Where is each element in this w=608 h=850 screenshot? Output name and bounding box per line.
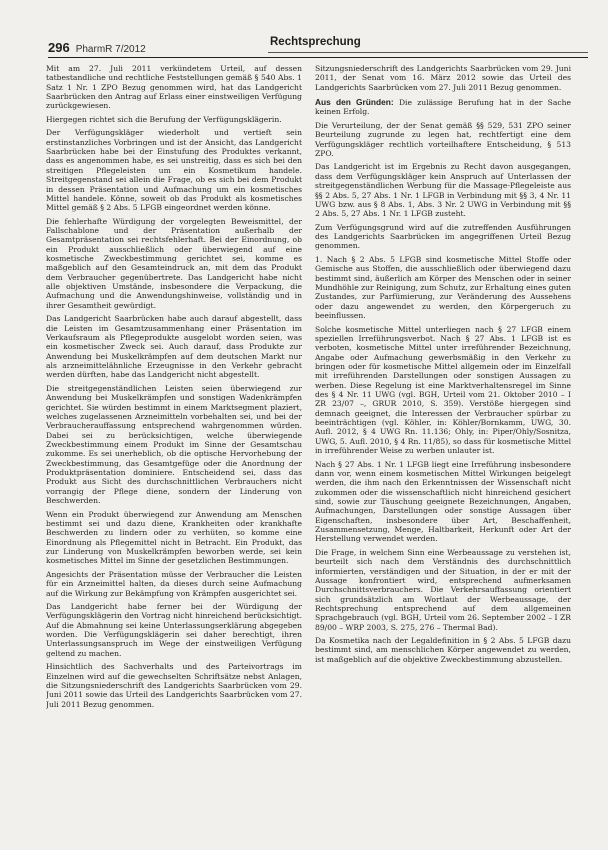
- paragraph: Die streitgegenständlichen Leisten seien überwiegend zur Anwendung bei Muskelkrämpfen und sonstigen Wadenkrämpfen gerichtet. Sie würden bestimmt in einem Marktsegment plaziert, welches zugelassenen Arzneimitteln vorbehalten sei, und bei der Verbraucherauffassung entsprechend wahrgenommen würden. Dabei sei zu berücksichtigen, welche überwiegende Zweckbestimmung einem Produkt im Sinne der Gesamtschau zukomme. Es sei unerheblich, ob die optische Hervorhebung der Zweckbestimmung, das Gesamtgefüge oder die Anordnung der Produktpräsentation dominiere. Entscheidend sei, dass das Produkt aus Sicht des durchschnittlichen Verbrauchers nicht vorrangig der Pflege diene, sondern der Linderung von Beschwerden.: [46, 383, 302, 506]
- paragraph: Nach § 27 Abs. 1 Nr. 1 LFGB liegt eine Irreführung insbesondere dann vor, wenn einem kosmetischen Mittel Wirkungen beigelegt werden, die ihm nach den Erkenntnissen der Wissenschaft nicht zukommen oder die wissenschaftlich nicht hinreichend gesichert sind, sowie zur Täuschung geeignete Bezeichnungen, Angaben, Aufmachungen, Darstellungen oder sonstige Aussagen über Eigenschaften, insbesondere über Art, Beschaffenheit, Zusammensetzung, Menge, Haltbarkeit, Herkunft oder Art der Herstellung verwendet werden.: [315, 459, 571, 544]
- grounds-intro: Die zulässige Berufung hat in der Sache keinen Erfolg.: [315, 98, 571, 117]
- paragraph: Angesichts der Präsentation müsse der Verbraucher die Leisten für ein Arzneimittel halten, da dieses durch seine Aufmachung auf die Wirkung zur Bekämpfung von Krämpfen ausgerichtet sei.: [46, 569, 302, 598]
- paragraph: Die Frage, in welchem Sinn eine Werbeaussage zu verstehen ist, beurteilt sich nach dem Verständnis des durchschnittlich informierten, verständigen und der Situation, in der er mit der Aussage konfrontiert wird, entsprechend aufmerksamen Durchschnittsverbrauchers. Die Verkehrsauffassung orientiert sich grundsätzlich am Wortlaut der Werbeaussage, der Rechtsprechung entsprechend auf dem allgemeinen Sprachgebrauch (vgl. BGH, Urteil vom 26. September 2002 – I ZR 89/00 – WRP 2003, S. 275, 276 – Thermal Bad).: [315, 547, 571, 632]
- paragraph: Das Landgericht habe ferner bei der Würdigung der Verfügungsklägerin den Vortrag nicht hinreichend berücksichtigt. Auf die Abmahnung sei keine Unterlassungserklärung abgegeben worden. Die Verfügungsklägerin sei daher berechtigt, ihren Unterlassungsanspruch im Wege der einstweiligen Verfügung geltend zu machen.: [46, 602, 302, 658]
- paragraph: 1. Nach § 2 Abs. 5 LFGB sind kosmetische Mittel Stoffe oder Gemische aus Stoffen, die ausschließlich oder überwiegend dazu bestimmt sind, äußerlich am Körper des Menschen oder in seiner Mundhöhle zur Reinigung, zum Schutz, zur Erhaltung eines guten Zustandes, zur Parfümierung, zur Veränderung des Aussehens oder dazu angewendet zu werden, den Körpergeruch zu beeinflussen.: [315, 254, 571, 320]
- paragraph: Die fehlerhafte Würdigung der vorgelegten Beweismittel, der Fallschablone und der Präsentation außerhalb der Gesamtpräsentation sei rechtsfehlerhaft. Bei der Einordnung, ob ein Produkt ausschließlich oder überwiegend auf eine kosmetische Zweckbestimmung gerichtet sei, komme es maßgeblich auf den Gesamteindruck an, mit dem das Produkt dem Verbraucher gegenübertrete. Das Landgericht habe nicht alle objektiven Umstände, insbesondere die Verpackung, die Aufmachung und die Anwendungshinweise, vollständig und in ihrer Gesamtheit gewürdigt.: [46, 216, 302, 310]
- journal-reference: PharmR 7/2012: [75, 44, 146, 55]
- paragraph: Hiergegen richtet sich die Berufung der Verfügungsklägerin.: [46, 114, 282, 124]
- header-rule: [48, 57, 588, 58]
- section-rule: [268, 52, 588, 53]
- paragraph: Hinsichtlich des Sachverhalts und des Parteivortrags im Einzelnen wird auf die gewechselten Schriftsätze nebst Anlagen, die Sitzungsniederschrift des Landgerichts Saarbrücken vom 29. Juni 2011 sowie das Urteil des Landgerichts Saarbrücken vom 27. Juli 2011 Bezug genommen.: [46, 662, 302, 709]
- left-column: [46, 64, 302, 834]
- grounds-heading: Aus den Gründen:: [315, 97, 394, 108]
- paragraph: Mit am 27. Juli 2011 verkündetem Urteil, auf dessen tatbestandliche und rechtliche Feststellungen gemäß § 540 Abs. 1 Satz 1 Nr. 1 ZPO Bezug genommen wird, hat das Landgericht Saarbrücken den Antrag auf Erlass einer einstweiligen Verfügung zurückgewiesen.: [46, 64, 302, 111]
- page-number: 296: [48, 40, 70, 55]
- paragraph: Wenn ein Produkt überwiegend zur Anwendung am Menschen bestimmt sei und dazu diene, Krankheiten oder krankhafte Beschwerden zu lindern oder zu verhüten, so komme eine Einordnung als Pflegemittel nicht in Betracht. Ein Produkt, das zur Linderung von Muskelkrämpfen beworben werde, sei kein kosmetisches Mittel im Sinne der gesetzlichen Bestimmungen.: [46, 509, 302, 566]
- paragraph: Das Landgericht Saarbrücken habe auch darauf abgestellt, dass die Leisten im Gesamtzusammenhang einer Präsentation im Verkaufsraum als Pflegeprodukte ausgelobt worden seien, was ein kosmetischer Zweck sei. Auch darauf, dass Produkte zur Anwendung bei Muskelkrämpfen auf dem deutschen Markt nur als arzneimittelähnliche Erzeugnisse in den Verkehr gebracht werden dürften, habe das Landgericht nicht abgestellt.: [46, 314, 302, 380]
- paragraph: Das Landgericht ist im Ergebnis zu Recht davon ausgegangen, dass dem Verfügungskläger kein Anspruch auf Unterlassen der streitgegenständlichen Werbung für die Massage-Pflegeleiste aus §§ 2 Abs. 5, 27 Abs. 1 Nr. 1 LFGB in Verbindung mit §§ 3, 4 Nr. 11 UWG bzw. aus § 8 Abs. 1, Abs. 3 Nr. 2 UWG in Verbindung mit §§ 2 Abs. 5, 27 Abs. 1 Nr. 1 LFGB zusteht.: [315, 162, 571, 219]
- paragraph: Die Verurteilung, der der Senat gemäß §§ 529, 531 ZPO seiner Beurteilung zugrunde zu legen hat, rechtfertigt eine dem Verfügungskläger rechtlich vorteilhaftere Entscheidung, § 513 ZPO.: [315, 120, 571, 158]
- paragraph: Sitzungsniederschrift des Landgerichts Saarbrücken vom 29. Juni 2011, der Senat vom 16. März 2012 sowie das Urteil des Landgerichts Saarbrücken vom 27. Juli 2011 Bezug genommen.: [315, 64, 571, 92]
- paragraph: Zum Verfügungsgrund wird auf die zutreffenden Ausführungen des Landgerichts Saarbrücken im angegriffenen Urteil Bezug genommen.: [315, 222, 571, 251]
- paragraph: Solche kosmetische Mittel unterliegen nach § 27 LFGB einem speziellen Irreführungsverbot. Nach § 27 Abs. 1 LFGB ist es verboten, kosmetische Mittel unter irreführender Bezeichnung, Angabe oder Aufmachung gewerbsmäßig in den Verkehr zu bringen oder für kosmetische Mittel allgemein oder im Einzelfall mit irreführenden Darstellungen oder sonstigen Aussagen zu werben. Diese Regelung ist eine Marktverhaltensregel im Sinne des § 4 Nr. 11 UWG (vgl. BGH, Urteil vom 21. Oktober 2010 – I ZR 23/07 –, GRUR 2010, S. 359). Verstöße hiergegen sind demnach geeignet, die Interessen der Verbraucher spürbar zu beeinträchtigen (vgl. Köhler, in: Köhler/Bornkamm, UWG, 30. Aufl. 2012, § 4 UWG Rn. 11.136; Ohly, in: Piper/Ohly/Sosnitza, UWG, 5. Aufl. 2010, § 4 Rn. 11/85), so dass für kosmetische Mittel in irreführender Weise zu werben unlauter ist.: [315, 324, 571, 455]
- section-title: Rechtsprechung: [270, 36, 361, 48]
- paragraph: Da Kosmetika nach der Legaldefinition in § 2 Abs. 5 LFGB dazu bestimmt sind, am menschlichen Körper angewendet zu werden, ist maßgeblich auf die objektive Zweckbestimmung abzustellen.: [315, 636, 571, 664]
- paragraph: Der Verfügungskläger wiederholt und vertieft sein erstinstanzliches Vorbringen und ist der Ansicht, das Landgericht Saarbrücken habe bei der Einstufung des Produktes verkannt, dass es angenommen habe, es sei unstreitig, dass es sich bei den streitigen Pflegeleisten um ein Kosmetikum handele. Streitgegenstand sei allein die Frage, ob es sich bei dem Produkt in dessen Präsentation und Aufmachung um ein kosmetisches Mittel handele. Könne, soweit ob das Produkt als kosmetisches Mittel gemäß § 2 Abs. 5 LFGB eingeordnet werden könne.: [46, 128, 302, 213]
- right-column: [315, 64, 571, 834]
- grounds-paragraph: [315, 98, 571, 117]
